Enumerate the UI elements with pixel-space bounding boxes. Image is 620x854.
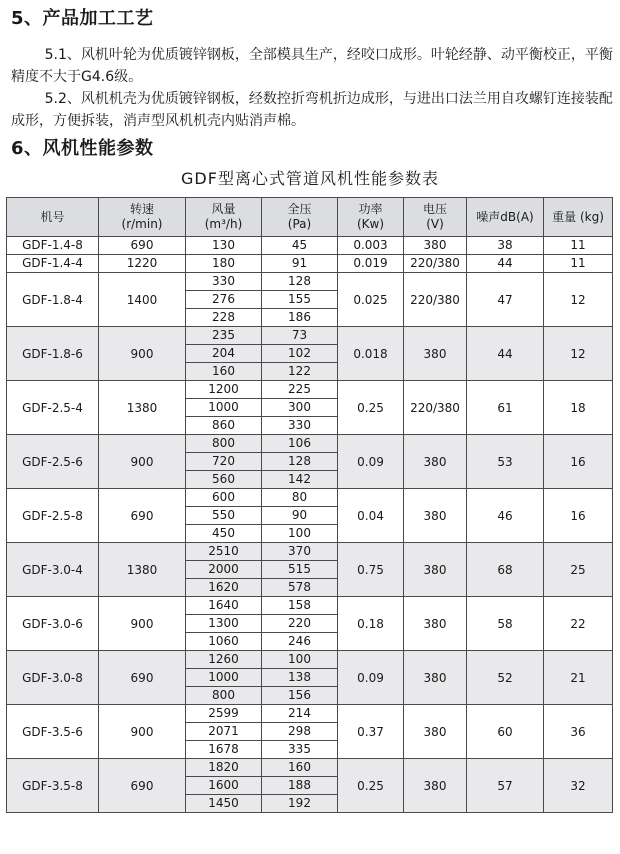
cell-voltage: 380 <box>404 705 467 759</box>
cell-power: 0.018 <box>338 327 404 381</box>
table-row <box>7 435 613 453</box>
cell-pressure: 142 <box>262 471 338 489</box>
table-row <box>7 255 613 273</box>
cell-power: 0.09 <box>338 651 404 705</box>
performance-table <box>6 197 613 813</box>
cell-airflow: 235 <box>186 327 262 345</box>
cell-weight: 22 <box>544 597 613 651</box>
cell-airflow: 1450 <box>186 795 262 813</box>
cell-pressure: 100 <box>262 651 338 669</box>
cell-pressure: 246 <box>262 633 338 651</box>
cell-speed: 900 <box>99 327 186 381</box>
cell-noise: 68 <box>467 543 544 597</box>
cell-pressure: 515 <box>262 561 338 579</box>
cell-airflow: 600 <box>186 489 262 507</box>
table-row <box>7 759 613 777</box>
cell-airflow: 2599 <box>186 705 262 723</box>
cell-weight: 11 <box>544 255 613 273</box>
cell-airflow: 550 <box>186 507 262 525</box>
cell-pressure: 73 <box>262 327 338 345</box>
cell-power: 0.019 <box>338 255 404 273</box>
cell-pressure: 90 <box>262 507 338 525</box>
cell-voltage: 380 <box>404 597 467 651</box>
cell-weight: 25 <box>544 543 613 597</box>
cell-speed: 690 <box>99 489 186 543</box>
cell-speed: 690 <box>99 237 186 255</box>
cell-pressure: 156 <box>262 687 338 705</box>
cell-weight: 18 <box>544 381 613 435</box>
cell-noise: 57 <box>467 759 544 813</box>
cell-power: 0.04 <box>338 489 404 543</box>
cell-pressure: 128 <box>262 273 338 291</box>
cell-noise: 46 <box>467 489 544 543</box>
cell-pressure: 220 <box>262 615 338 633</box>
cell-pressure: 45 <box>262 237 338 255</box>
cell-airflow: 330 <box>186 273 262 291</box>
header-voltage: 电压 (V) <box>404 198 467 237</box>
cell-noise: 44 <box>467 327 544 381</box>
cell-power: 0.09 <box>338 435 404 489</box>
cell-model: GDF-1.8-6 <box>7 327 99 381</box>
cell-speed: 690 <box>99 759 186 813</box>
header-airflow: 风量 (m³/h) <box>186 198 262 237</box>
cell-noise: 38 <box>467 237 544 255</box>
header-row <box>7 198 613 237</box>
cell-pressure: 91 <box>262 255 338 273</box>
cell-airflow: 228 <box>186 309 262 327</box>
cell-voltage: 220/380 <box>404 273 467 327</box>
cell-pressure: 370 <box>262 543 338 561</box>
cell-power: 0.003 <box>338 237 404 255</box>
cell-voltage: 220/380 <box>404 255 467 273</box>
cell-noise: 53 <box>467 435 544 489</box>
cell-noise: 44 <box>467 255 544 273</box>
cell-model: GDF-3.0-4 <box>7 543 99 597</box>
cell-pressure: 160 <box>262 759 338 777</box>
cell-model: GDF-3.0-8 <box>7 651 99 705</box>
cell-voltage: 380 <box>404 759 467 813</box>
cell-weight: 11 <box>544 237 613 255</box>
table-title: GDF型离心式管道风机性能参数表 <box>181 169 439 188</box>
cell-airflow: 800 <box>186 435 262 453</box>
cell-voltage: 380 <box>404 543 467 597</box>
table-row <box>7 237 613 255</box>
table-row <box>7 381 613 399</box>
cell-weight: 36 <box>544 705 613 759</box>
cell-voltage: 380 <box>404 435 467 489</box>
cell-pressure: 80 <box>262 489 338 507</box>
cell-pressure: 155 <box>262 291 338 309</box>
cell-speed: 900 <box>99 597 186 651</box>
cell-noise: 61 <box>467 381 544 435</box>
cell-pressure: 158 <box>262 597 338 615</box>
table-row <box>7 597 613 615</box>
cell-airflow: 180 <box>186 255 262 273</box>
cell-airflow: 130 <box>186 237 262 255</box>
cell-power: 0.25 <box>338 381 404 435</box>
cell-speed: 1380 <box>99 381 186 435</box>
cell-airflow: 1200 <box>186 381 262 399</box>
cell-pressure: 188 <box>262 777 338 795</box>
table-row <box>7 651 613 669</box>
cell-model: GDF-3.0-6 <box>7 597 99 651</box>
cell-model: GDF-2.5-8 <box>7 489 99 543</box>
cell-pressure: 298 <box>262 723 338 741</box>
paragraph-5-1: 5.1、风机叶轮为优质镀锌钢板，全部模具生产，经咬口成形。叶轮经静、动平衡校正，平衡精度不大于G4.6级。 <box>11 47 613 85</box>
cell-power: 0.18 <box>338 597 404 651</box>
cell-speed: 900 <box>99 435 186 489</box>
cell-pressure: 300 <box>262 399 338 417</box>
cell-speed: 1400 <box>99 273 186 327</box>
cell-pressure: 122 <box>262 363 338 381</box>
cell-model: GDF-1.8-4 <box>7 273 99 327</box>
cell-airflow: 1300 <box>186 615 262 633</box>
cell-speed: 1380 <box>99 543 186 597</box>
cell-speed: 690 <box>99 651 186 705</box>
table-row <box>7 489 613 507</box>
cell-power: 0.025 <box>338 273 404 327</box>
cell-airflow: 1060 <box>186 633 262 651</box>
cell-airflow: 720 <box>186 453 262 471</box>
cell-voltage: 220/380 <box>404 381 467 435</box>
cell-power: 0.75 <box>338 543 404 597</box>
cell-airflow: 560 <box>186 471 262 489</box>
table-row <box>7 273 613 291</box>
cell-pressure: 106 <box>262 435 338 453</box>
cell-weight: 16 <box>544 435 613 489</box>
cell-voltage: 380 <box>404 651 467 705</box>
paragraph-5-2: 5.2、风机机壳为优质镀锌钢板，经数控折弯机折边成形，与进出口法兰用自攻螺钉连接装配成形，方便拆装，消声型风机机壳内贴消声棉。 <box>11 91 613 129</box>
section-6-heading: 6、风机性能参数 <box>11 138 154 159</box>
cell-weight: 32 <box>544 759 613 813</box>
cell-airflow: 1678 <box>186 741 262 759</box>
cell-weight: 12 <box>544 327 613 381</box>
cell-pressure: 128 <box>262 453 338 471</box>
cell-pressure: 192 <box>262 795 338 813</box>
cell-power: 0.25 <box>338 759 404 813</box>
cell-power: 0.37 <box>338 705 404 759</box>
cell-airflow: 1000 <box>186 399 262 417</box>
cell-noise: 52 <box>467 651 544 705</box>
cell-pressure: 225 <box>262 381 338 399</box>
cell-model: GDF-1.4-4 <box>7 255 99 273</box>
cell-airflow: 276 <box>186 291 262 309</box>
cell-pressure: 214 <box>262 705 338 723</box>
cell-voltage: 380 <box>404 237 467 255</box>
cell-pressure: 102 <box>262 345 338 363</box>
cell-model: GDF-1.4-8 <box>7 237 99 255</box>
table-header <box>7 198 613 237</box>
header-noise: 噪声dB(A) <box>467 198 544 237</box>
cell-airflow: 2510 <box>186 543 262 561</box>
cell-noise: 47 <box>467 273 544 327</box>
cell-airflow: 160 <box>186 363 262 381</box>
cell-speed: 900 <box>99 705 186 759</box>
cell-airflow: 204 <box>186 345 262 363</box>
cell-voltage: 380 <box>404 327 467 381</box>
cell-pressure: 578 <box>262 579 338 597</box>
cell-model: GDF-3.5-8 <box>7 759 99 813</box>
cell-weight: 12 <box>544 273 613 327</box>
header-weight: 重量 (kg) <box>544 198 613 237</box>
cell-pressure: 186 <box>262 309 338 327</box>
header-speed: 转速 (r/min) <box>99 198 186 237</box>
cell-weight: 16 <box>544 489 613 543</box>
table-body <box>7 237 613 813</box>
section-5-heading: 5、产品加工工艺 <box>11 8 154 29</box>
cell-airflow: 1620 <box>186 579 262 597</box>
cell-voltage: 380 <box>404 489 467 543</box>
header-pressure: 全压 (Pa) <box>262 198 338 237</box>
cell-airflow: 1260 <box>186 651 262 669</box>
table-row <box>7 543 613 561</box>
cell-airflow: 2000 <box>186 561 262 579</box>
cell-pressure: 138 <box>262 669 338 687</box>
header-model: 机号 <box>7 198 99 237</box>
cell-airflow: 1600 <box>186 777 262 795</box>
cell-airflow: 450 <box>186 525 262 543</box>
cell-airflow: 860 <box>186 417 262 435</box>
cell-model: GDF-2.5-6 <box>7 435 99 489</box>
table-row <box>7 705 613 723</box>
cell-pressure: 100 <box>262 525 338 543</box>
cell-pressure: 335 <box>262 741 338 759</box>
cell-airflow: 1820 <box>186 759 262 777</box>
cell-noise: 60 <box>467 705 544 759</box>
cell-weight: 21 <box>544 651 613 705</box>
cell-model: GDF-3.5-6 <box>7 705 99 759</box>
cell-airflow: 1000 <box>186 669 262 687</box>
table-row <box>7 327 613 345</box>
cell-noise: 58 <box>467 597 544 651</box>
cell-speed: 1220 <box>99 255 186 273</box>
cell-pressure: 330 <box>262 417 338 435</box>
cell-airflow: 1640 <box>186 597 262 615</box>
cell-airflow: 800 <box>186 687 262 705</box>
cell-model: GDF-2.5-4 <box>7 381 99 435</box>
cell-airflow: 2071 <box>186 723 262 741</box>
header-power: 功率 (Kw) <box>338 198 404 237</box>
